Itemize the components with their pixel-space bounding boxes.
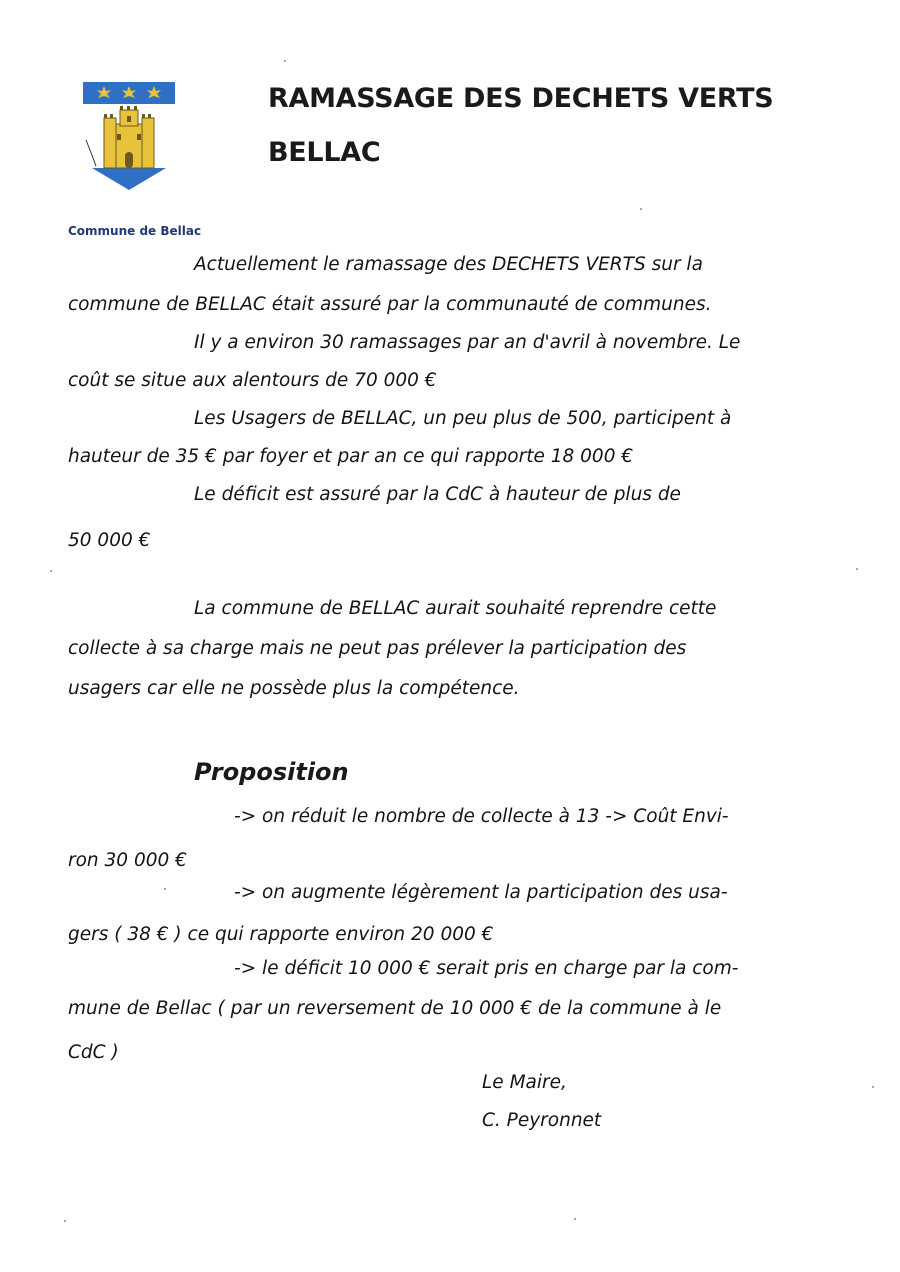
scan-speck	[50, 570, 52, 572]
paragraph-line: Actuellement le ramassage des DECHETS VERTS sur la	[194, 254, 703, 275]
scan-speck	[640, 208, 642, 210]
proposition-heading: Proposition	[194, 758, 349, 786]
paragraph-line: Il y a environ 30 ramassages par an d'avril à novembre. Le	[194, 332, 741, 353]
paragraph-line: collecte à sa charge mais ne peut pas prélever la participation des	[68, 638, 687, 659]
document-title	[268, 72, 773, 180]
scan-speck	[872, 1086, 874, 1088]
title-line-1: RAMASSAGE DES DECHETS VERTS	[268, 83, 774, 114]
proposition-line: ron 30 000 €	[68, 850, 187, 871]
paragraph-line: coût se situe aux alentours de 70 000 €	[68, 370, 437, 391]
paragraph-line: commune de BELLAC était assuré par la communauté de communes.	[68, 294, 712, 315]
paragraph-line: La commune de BELLAC aurait souhaité reprendre cette	[194, 598, 717, 619]
title-line-2: BELLAC	[268, 137, 381, 168]
paragraph-line: 50 000 €	[68, 530, 151, 551]
scan-speck	[64, 1220, 66, 1222]
commune-label: Commune de Bellac	[68, 224, 202, 238]
proposition-line: -> on réduit le nombre de collecte à 13 -> Coût Envi-	[234, 806, 729, 827]
signature-role: Le Maire,	[482, 1072, 567, 1093]
paragraph-line: hauteur de 35 € par foyer et par an ce qui rapporte 18 000 €	[68, 446, 634, 467]
signature-name: C. Peyronnet	[482, 1110, 602, 1131]
scan-speck	[574, 1218, 576, 1220]
proposition-line: gers ( 38 € ) ce qui rapporte environ 20 000 €	[68, 924, 494, 945]
bellac-coat-of-arms-icon	[82, 80, 176, 192]
proposition-line: mune de Bellac ( par un reversement de 10 000 € de la commune à le	[68, 998, 722, 1019]
proposition-line: -> on augmente légèrement la participation des usa-	[234, 882, 728, 903]
scan-speck	[164, 888, 166, 890]
proposition-line: -> le déficit 10 000 € serait pris en charge par la com-	[234, 958, 739, 979]
scan-speck	[856, 568, 858, 570]
paragraph-line: Le déficit est assuré par la CdC à hauteur de plus de	[194, 484, 681, 505]
paragraph-line: Les Usagers de BELLAC, un peu plus de 500, participent à	[194, 408, 732, 429]
paragraph-line: usagers car elle ne possède plus la compétence.	[68, 678, 520, 699]
scan-speck	[284, 60, 286, 62]
proposition-line: CdC )	[68, 1042, 119, 1063]
